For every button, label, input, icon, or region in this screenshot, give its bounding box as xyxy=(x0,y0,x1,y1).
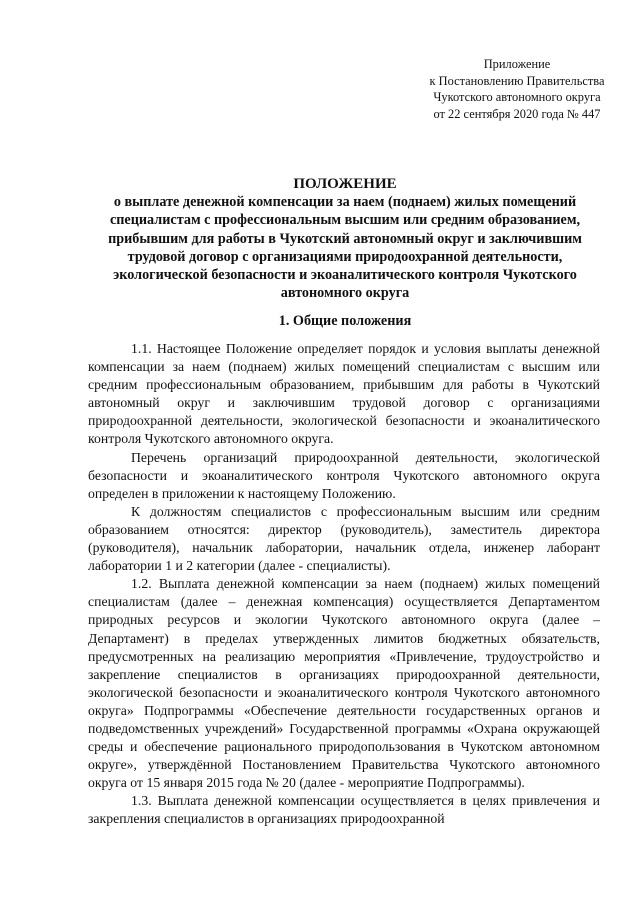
appendix-line: Чукотского автономного округа xyxy=(433,90,601,104)
appendix-reference-block xyxy=(412,56,622,122)
appendix-date-line: от 22 сентября 2020 года № 447 xyxy=(433,106,601,121)
document-title-block xyxy=(85,175,605,302)
document-title: ПОЛОЖЕНИЕ xyxy=(293,176,397,192)
document-body xyxy=(88,340,600,829)
body-paragraph: 1.2. Выплата денежной компенсации за наем (поднаем) жилых помещений специалистам (далее – денежная компенсация) осуществляется Департаментом природных ресурсов и экологии Чукотского автономного округа (далее – Департамент) в пределах утвержденных лимитов бюджетных обязательств, предусмотренных на реализацию мероприятия «Привлечение, трудоустройство и закрепление специалистов в организациях природоохранной деятельности, экологической безопасности и экоаналитического контроля Чукотского автономного округа» Подпрограммы «Обеспечение деятельности государственных органов и подведомственных учреждений» Государственной программы «Охрана окружающей среды и обеспечение рационального природопользования в Чукотском автономном округе», утверждённой Постановлением Правительства Чукотского автономного округа от 15 января 2015 года № 20 (далее - мероприятие Подпрограммы). xyxy=(88,576,600,791)
document-subtitle: о выплате денежной компенсации за наем (поднаем) жилых помещений специалистам с профессиональным высшим или средним образованием, прибывшим для работы в Чукотский автономный округ и заключившим трудовой договор с организациями природоохранной деятельности, экологической безопасности и экоаналитического контроля Чукотского автономного округа xyxy=(108,194,582,302)
appendix-line: к Постановлению Правительства xyxy=(429,73,605,88)
body-paragraph: Перечень организаций природоохранной деятельности, экологической безопасности и экоаналитического контроля Чукотского автономного округа определен в приложении к настоящему Положению. xyxy=(88,449,600,501)
body-paragraph: 1.3. Выплата денежной компенсации осуществляется в целях привлечения и закрепления специалистов в организациях природоохранной xyxy=(88,793,600,827)
body-paragraph: 1.1. Настоящее Положение определяет порядок и условия выплаты денежной компенсации за наем (поднаем) жилых помещений специалистам с высшим или средним профессиональным образованием, прибывшим для работы в Чукотский автономный округ и заключившим трудовой договор с организациями природоохранной деятельности, экологической безопасности и экоаналитического контроля Чукотского автономного округа. xyxy=(88,341,600,447)
body-paragraph: К должностям специалистов с профессиональным высшим или средним образованием относятся: директор (руководитель), заместитель директора (руководителя), начальник лаборатории, начальник отдела, инженер лаборант лаборатории 1 и 2 категории (далее - специалисты). xyxy=(88,503,600,574)
section-heading: 1. Общие положения xyxy=(278,313,412,329)
appendix-line: Приложение xyxy=(483,57,551,71)
